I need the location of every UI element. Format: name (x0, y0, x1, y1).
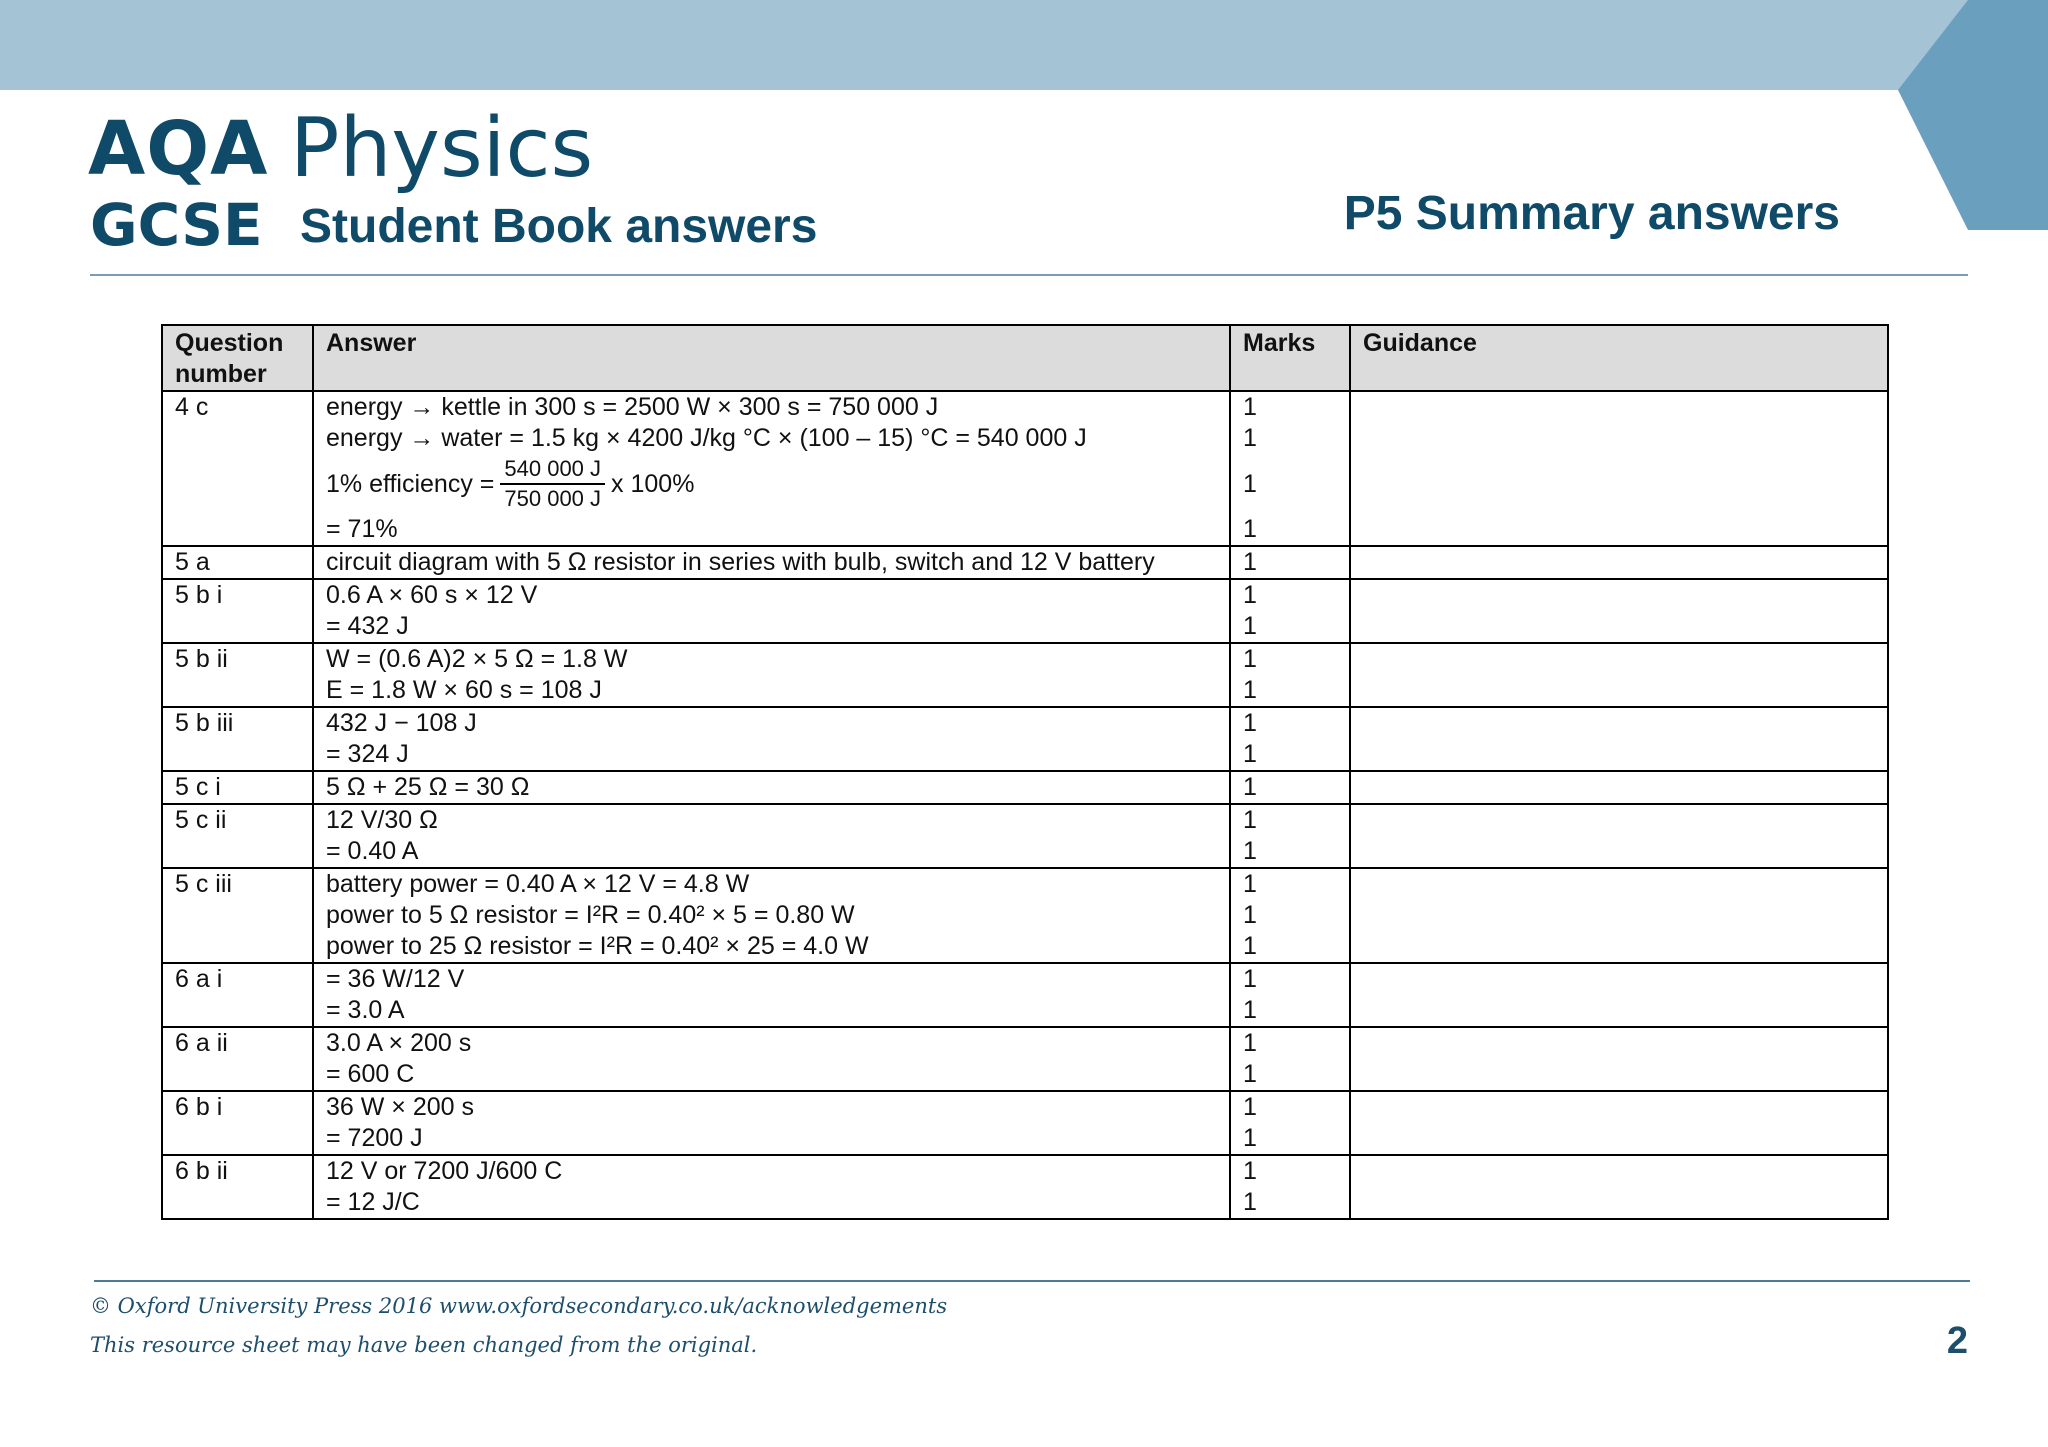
column-header-label: Guidance (1363, 329, 1477, 357)
guidance-cell (1350, 1091, 1888, 1155)
answer-line: = 432 J (326, 612, 409, 640)
answer-line: = 12 J/C (326, 1188, 420, 1216)
mark: 1 (1243, 870, 1257, 898)
page-title: P5 Summary answers (1343, 187, 1840, 240)
question-number: 5 c iii (162, 868, 313, 963)
guidance-cell (1350, 546, 1888, 579)
fraction-numerator: 540 000 J (500, 455, 605, 485)
answer-line: 432 J − 108 J (326, 709, 477, 737)
marks-cell (1230, 643, 1350, 707)
answer-cell (313, 1091, 1230, 1155)
mark: 1 (1243, 469, 1257, 498)
answer-cell (313, 707, 1230, 771)
mark: 1 (1243, 515, 1257, 543)
answer-line: 3.0 A × 200 s (326, 1029, 472, 1057)
answer-line: power to 5 Ω resistor = I²R = 0.40² × 5 = 0.80 W (326, 901, 855, 929)
answer-line: energy → water = 1.5 kg × 4200 J/kg °C × (100 – 15) °C = 540 000 J (326, 424, 1087, 452)
column-header-question (162, 325, 313, 391)
answer-line: = 7200 J (326, 1124, 423, 1152)
resource-note: This resource sheet may have been changed from the original. (90, 1333, 758, 1357)
book-subtitle: Student Book answers (300, 200, 818, 253)
mark: 1 (1243, 676, 1257, 704)
guidance-cell (1350, 868, 1888, 963)
table-row (162, 707, 1888, 771)
marks-cell (1230, 804, 1350, 868)
answer-line: battery power = 0.40 A × 12 V = 4.8 W (326, 870, 750, 898)
logo-aqa: AQA (88, 106, 269, 192)
column-header-label: Answer (326, 329, 417, 357)
answer-line: = 36 W/12 V (326, 965, 465, 993)
mark: 1 (1243, 901, 1257, 929)
mark: 1 (1243, 581, 1257, 609)
formula-suffix: x 100% (611, 469, 695, 498)
guidance-cell (1350, 804, 1888, 868)
question-number: 5 c i (162, 771, 313, 804)
answer-line: = 71% (326, 515, 398, 543)
mark: 1 (1243, 996, 1257, 1024)
question-number: 4 c (162, 391, 313, 546)
column-header-marks (1230, 325, 1350, 391)
table-row (162, 391, 1888, 546)
answer-cell (313, 1027, 1230, 1091)
question-number: 5 b iii (162, 707, 313, 771)
answer-cell (313, 391, 1230, 546)
marks-cell (1230, 1027, 1350, 1091)
answer-cell (313, 643, 1230, 707)
question-number: 5 a (162, 546, 313, 579)
guidance-cell (1350, 771, 1888, 804)
mark: 1 (1243, 645, 1257, 673)
table-row (162, 643, 1888, 707)
answer-cell (313, 868, 1230, 963)
marks-cell (1230, 868, 1350, 963)
answer-line: = 324 J (326, 740, 409, 768)
answer-line: E = 1.8 W × 60 s = 108 J (326, 676, 602, 704)
answer-cell (313, 546, 1230, 579)
guidance-cell (1350, 707, 1888, 771)
footer-divider (94, 1280, 1970, 1282)
guidance-cell (1350, 1155, 1888, 1219)
answer-cell (313, 963, 1230, 1027)
efficiency-formula (326, 454, 1217, 514)
mark: 1 (1243, 1093, 1257, 1121)
guidance-cell (1350, 391, 1888, 546)
marks-cell (1230, 707, 1350, 771)
question-number: 5 c ii (162, 804, 313, 868)
table-row (162, 579, 1888, 643)
mark: 1 (1243, 965, 1257, 993)
column-header-label: Marks (1243, 329, 1316, 357)
table-row (162, 1027, 1888, 1091)
mark: 1 (1243, 424, 1257, 452)
question-number: 5 b i (162, 579, 313, 643)
guidance-cell (1350, 643, 1888, 707)
mark: 1 (1243, 837, 1257, 865)
table-row (162, 868, 1888, 963)
answer-line: energy → kettle in 300 s = 2500 W × 300 s = 750 000 J (326, 393, 939, 421)
fraction-denominator: 750 000 J (504, 486, 602, 511)
formula-prefix: 1% efficiency = (326, 469, 495, 498)
answer-line: 5 Ω + 25 Ω = 30 Ω (326, 773, 530, 801)
marks-cell (1230, 963, 1350, 1027)
answer-line: 36 W × 200 s (326, 1093, 474, 1121)
answer-line: = 600 C (326, 1060, 415, 1088)
guidance-cell (1350, 1027, 1888, 1091)
mark: 1 (1243, 773, 1257, 801)
answer-line: 12 V/30 Ω (326, 806, 438, 834)
answer-cell (313, 1155, 1230, 1219)
column-header-label: Question number (175, 329, 284, 388)
column-header-answer (313, 325, 1230, 391)
question-number: 6 b i (162, 1091, 313, 1155)
marks-cell (1230, 391, 1350, 546)
mark: 1 (1243, 1029, 1257, 1057)
question-number: 6 a ii (162, 1027, 313, 1091)
copyright-notice: © Oxford University Press 2016 www.oxfordsecondary.co.uk/acknowledgements (90, 1294, 948, 1318)
marks-cell (1230, 579, 1350, 643)
mark: 1 (1243, 548, 1257, 576)
guidance-cell (1350, 579, 1888, 643)
answer-line: = 3.0 A (326, 996, 405, 1024)
mark: 1 (1243, 740, 1257, 768)
answer-line: circuit diagram with 5 Ω resistor in series with bulb, switch and 12 V battery (326, 548, 1155, 576)
mark: 1 (1243, 1157, 1257, 1185)
answer-cell (313, 804, 1230, 868)
corner-decoration (1878, 0, 2048, 230)
answer-line: 0.6 A × 60 s × 12 V (326, 581, 538, 609)
table-row (162, 804, 1888, 868)
page-number: 2 (1946, 1320, 1968, 1362)
table-row (162, 1091, 1888, 1155)
table-row (162, 546, 1888, 579)
mark: 1 (1243, 1188, 1257, 1216)
guidance-cell (1350, 963, 1888, 1027)
mark: 1 (1243, 393, 1257, 421)
marks-cell (1230, 546, 1350, 579)
answer-line: W = (0.6 A)2 × 5 Ω = 1.8 W (326, 645, 628, 673)
table-header-row (162, 325, 1888, 391)
mark: 1 (1243, 612, 1257, 640)
column-header-guidance (1350, 325, 1888, 391)
marks-cell (1230, 1155, 1350, 1219)
answer-line: power to 25 Ω resistor = I²R = 0.40² × 25 = 4.0 W (326, 932, 869, 960)
logo-gcse: GCSE (90, 191, 263, 259)
fraction (500, 455, 605, 513)
table-row (162, 771, 1888, 804)
mark: 1 (1243, 1060, 1257, 1088)
question-number: 6 b ii (162, 1155, 313, 1219)
table-row (162, 1155, 1888, 1219)
marks-cell (1230, 1091, 1350, 1155)
answer-cell (313, 579, 1230, 643)
table-row (162, 963, 1888, 1027)
marks-cell (1230, 771, 1350, 804)
answer-line: = 0.40 A (326, 837, 419, 865)
answer-cell (313, 771, 1230, 804)
mark: 1 (1243, 709, 1257, 737)
answers-table (161, 324, 1889, 1220)
question-number: 6 a i (162, 963, 313, 1027)
logo-physics: Physics (290, 101, 594, 196)
mark: 1 (1243, 932, 1257, 960)
header-divider (90, 274, 1968, 276)
header-band (0, 0, 2048, 90)
question-number: 5 b ii (162, 643, 313, 707)
answer-line: 12 V or 7200 J/600 C (326, 1157, 563, 1185)
mark: 1 (1243, 806, 1257, 834)
mark: 1 (1243, 1124, 1257, 1152)
